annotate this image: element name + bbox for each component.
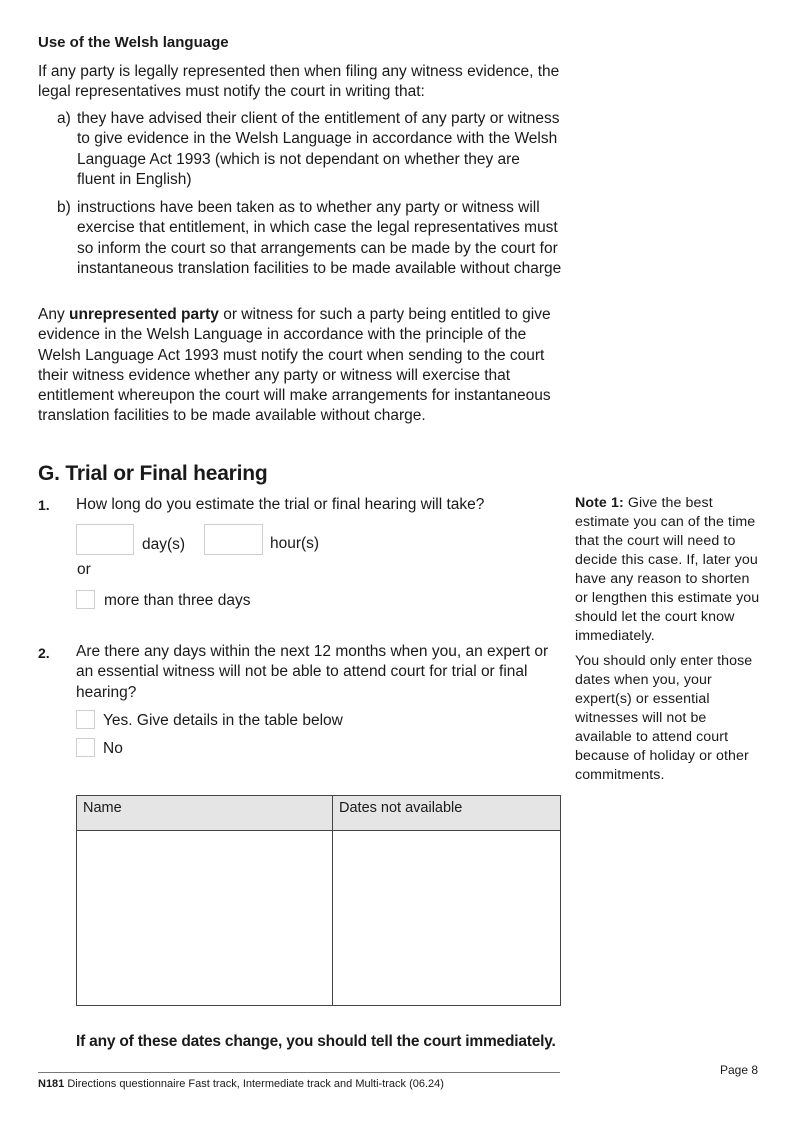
no-label: No <box>103 740 123 757</box>
unrepresented-party-paragraph <box>38 305 568 427</box>
or-label: or <box>77 561 91 578</box>
unrep-prefix: Any <box>38 306 70 323</box>
yes-label: Yes. Give details in the table below <box>103 712 343 729</box>
dates-change-notice: If any of these dates change, you should tell the court immediately. <box>76 1033 556 1050</box>
list-text: they have advised their client of the entitlement of any party or witness to give evidence in the Welsh Language in accordance with the Welsh Language Act 1993 (which is not dependant on whether they are fluent in English) <box>77 110 560 188</box>
unrep-bold: unrepresented party <box>69 306 219 323</box>
days-label: day(s) <box>142 536 186 553</box>
welsh-list-item-a <box>57 109 562 191</box>
form-footer <box>38 1078 444 1090</box>
more-than-three-days-checkbox[interactable] <box>76 590 95 609</box>
page-number: Page 8 <box>720 1063 759 1077</box>
form-code: N181 <box>38 1078 65 1090</box>
more-than-three-days-label: more than three days <box>104 592 251 609</box>
question-1-number: 1. <box>38 497 50 513</box>
section-g-title: G. Trial or Final hearing <box>38 462 268 485</box>
welsh-language-heading: Use of the Welsh language <box>38 34 229 51</box>
unavailable-dates-table <box>76 795 561 1006</box>
question-2-text: Are there any days within the next 12 months when you, an expert or an essential witness will not be able to attend court for trial or final hearing? <box>76 643 549 701</box>
hours-label: hour(s) <box>270 535 320 552</box>
welsh-list-item-b <box>57 198 562 300</box>
dates-cell[interactable] <box>333 831 561 1006</box>
note-2: You should only enter those dates when you, your expert(s) or essential witnesses will not be available to attend court because of holiday or other commitments. <box>575 653 753 783</box>
column-header-name: Name <box>77 796 333 831</box>
hours-input[interactable] <box>204 524 263 555</box>
yes-checkbox[interactable] <box>76 710 95 729</box>
note-1 <box>575 494 765 646</box>
table-header-row <box>77 796 561 831</box>
question-2-number: 2. <box>38 645 50 661</box>
list-text: instructions have been taken as to whether any party or witness will exercise that entitlement, in which case the legal representatives must so inform the court so that arrangements can be made by the court for instantaneous translation facilities to be made available without charge <box>77 199 562 277</box>
table-row <box>77 831 561 1006</box>
days-input[interactable] <box>76 524 134 555</box>
name-cell[interactable] <box>77 831 333 1006</box>
question-1-text: How long do you estimate the trial or final hearing will take? <box>76 496 485 513</box>
no-checkbox[interactable] <box>76 738 95 757</box>
form-title: Directions questionnaire Fast track, Intermediate track and Multi-track (06.24) <box>64 1078 444 1090</box>
column-header-dates: Dates not available <box>333 796 561 831</box>
welsh-intro-paragraph: If any party is legally represented then when filing any witness evidence, the legal representatives must notify the court in writing that: <box>38 63 560 101</box>
note-1-text: Give the best estimate you can of the time that the court will need to decide this case. If, later you have any reason to shorten or lengthen this estimate you should let the court know immediately. <box>575 495 760 644</box>
list-marker: a) <box>57 110 71 127</box>
list-marker: b) <box>57 199 71 216</box>
note-1-label: Note 1: <box>575 495 624 511</box>
unrep-rest: or witness for such a party being entitled to give evidence in the Welsh Language in accordance with the principle of the Welsh Language Act 1993 must notify the court when sending to the court their witness evidence whether any party or witness will exercise that entitlement whereupon the court will make arrangements for instantaneous translation facilities to be made available without charge. <box>38 306 551 425</box>
footer-divider <box>38 1072 560 1073</box>
